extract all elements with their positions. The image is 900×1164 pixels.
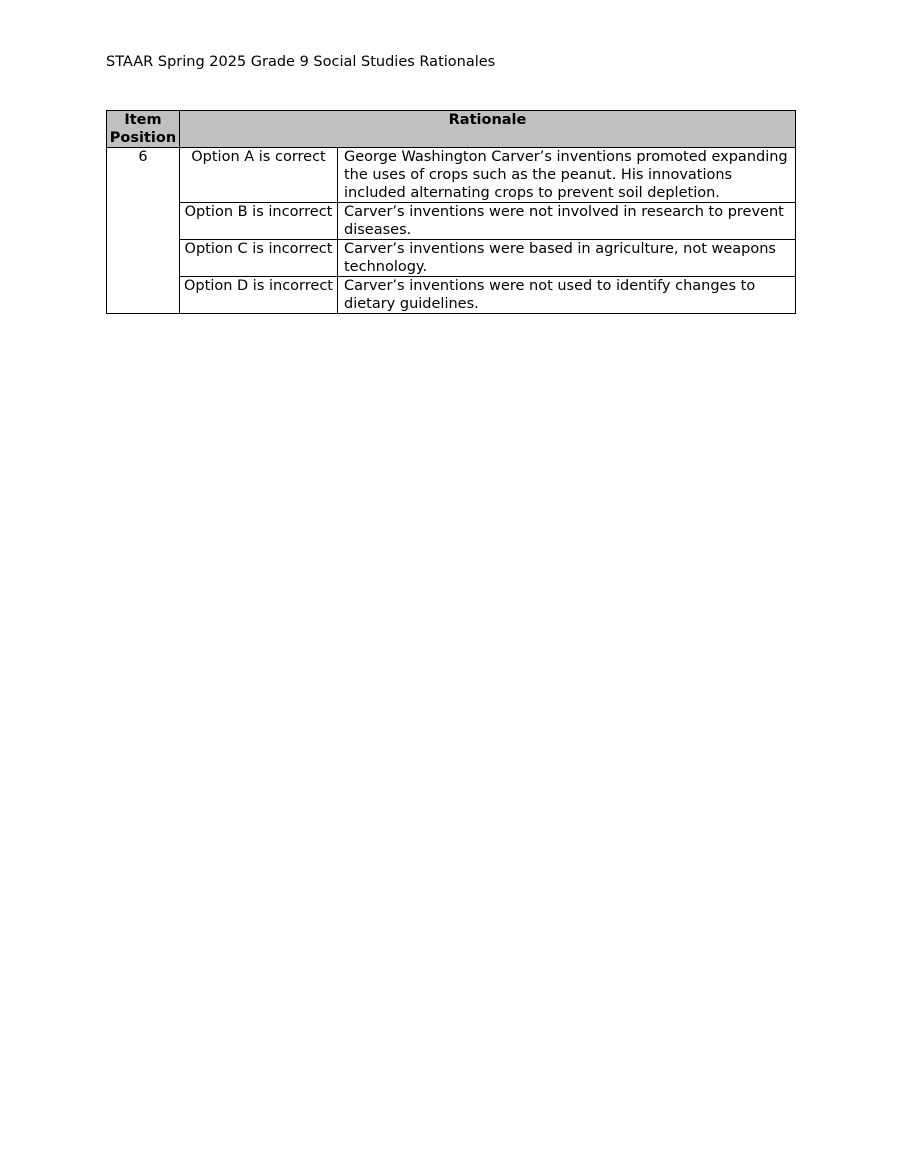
item-position-header: Item Position [107, 111, 180, 148]
rationale-table [106, 110, 796, 314]
rationale-text: Carver’s inventions were based in agriculture, not weapons technology. [338, 240, 796, 277]
document-header: STAAR Spring 2025 Grade 9 Social Studies Rationales [106, 54, 496, 70]
table-row [107, 148, 796, 203]
table-row [107, 240, 796, 277]
option-label: Option C is incorrect [180, 240, 338, 277]
item-position-value: 6 [107, 148, 180, 314]
table-header-row [107, 111, 796, 148]
rationale-text: George Washington Carver’s inventions promoted expanding the uses of crops such as the peanut. His innovations included alternating crops to prevent soil depletion. [338, 148, 796, 203]
option-label: Option B is incorrect [180, 203, 338, 240]
rationale-text: Carver’s inventions were not involved in research to prevent diseases. [338, 203, 796, 240]
table-row [107, 277, 796, 314]
rationale-header: Rationale [180, 111, 796, 148]
table-row [107, 203, 796, 240]
option-label: Option D is incorrect [180, 277, 338, 314]
rationale-text: Carver’s inventions were not used to identify changes to dietary guidelines. [338, 277, 796, 314]
option-label: Option A is correct [180, 148, 338, 203]
